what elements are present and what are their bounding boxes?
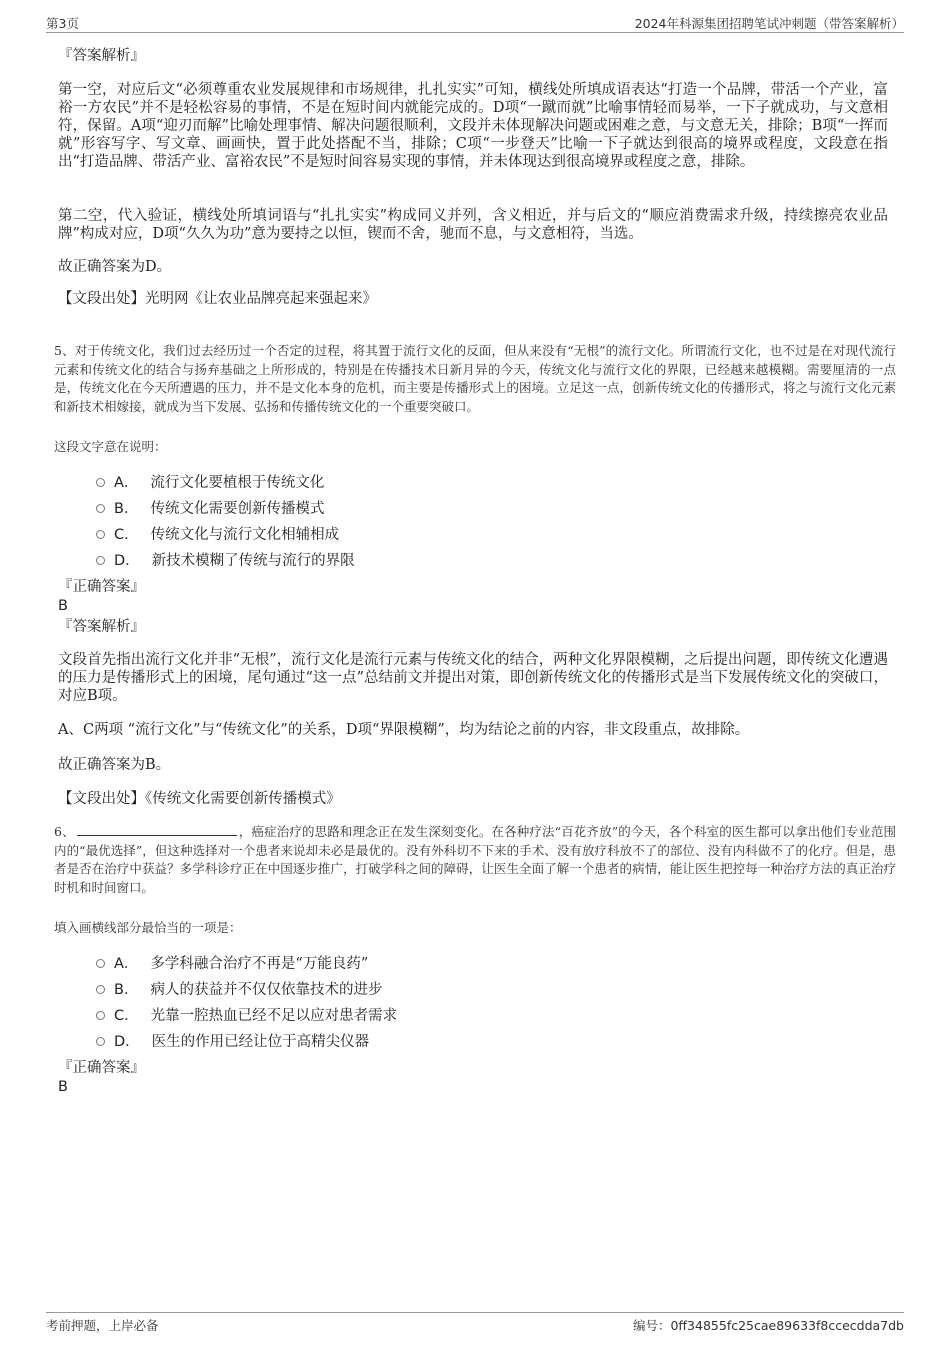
radio-button[interactable] [96, 478, 105, 487]
q4-analysis-label: 『答案解析』 [58, 48, 145, 64]
page-number: 第3页 [46, 16, 79, 31]
q6-option-b[interactable]: B． 病人的获益并不仅仅依靠技术的进步 [96, 975, 397, 1001]
radio-button[interactable] [96, 504, 105, 513]
q4-analysis-paragraph-2: 第二空，代入验证，横线处所填词语与“扎扎实实”构成同义并列，含义相近，并与后文的“顺应消费需求升级，持续擦亮农业品牌”构成对应，D项“久久为功”意为要持之以恒，锲而不舍，驰而不息，与文意相符，当选。 [58, 208, 888, 242]
q6-prompt: 填入画横线部分最恰当的一项是： [54, 920, 242, 935]
radio-button[interactable] [96, 556, 105, 565]
q5-option-a[interactable]: A． 流行文化要植根于传统文化 [96, 468, 355, 494]
q5-analysis-paragraph-1: 文段首先指出流行文化并非“无根”，流行文化是流行元素与传统文化的结合，两种文化界限模糊，之后提出问题，即传统文化遭遇的压力是传播形式上的困境，尾句通过“这一点”总结前文并提出对策，即创新传统文化的传播形式是当下发展传统文化的突破口，对应B项。 [58, 652, 888, 704]
q5-option-d[interactable]: D． 新技术模糊了传统与流行的界限 [96, 546, 355, 572]
q5-conclusion: 故正确答案为B。 [58, 757, 171, 773]
q4-conclusion: 故正确答案为D。 [58, 259, 172, 275]
q6-stem [54, 823, 896, 897]
q6-number: 6、 [54, 824, 75, 839]
page-footer [46, 1312, 904, 1333]
page-header [46, 14, 904, 33]
q5-option-c[interactable]: C． 传统文化与流行文化相辅相成 [96, 520, 355, 546]
document-id: 编号：0ff34855fc25cae89633f8ccecdda7db [632, 1318, 904, 1333]
q5-option-b[interactable]: B． 传统文化需要创新传播模式 [96, 494, 355, 520]
radio-button[interactable] [96, 530, 105, 539]
q5-source: 【文段出处】《传统文化需要创新传播模式》 [58, 791, 341, 807]
document-title: 2024年科源集团招聘笔试冲刺题（带答案解析） [634, 16, 904, 31]
footer-slogan: 考前押题，上岸必备 [46, 1318, 159, 1333]
radio-button[interactable] [96, 959, 105, 968]
q4-analysis-paragraph-1: 第一空，对应后文“必须尊重农业发展规律和市场规律，扎扎实实”可知，横线处所填成语表达“打造一个品牌，带活一个产业，富裕一方农民”并不是轻松容易的事情，不是在短时间内就能完成的。D项“一蹴而就”比喻事情轻而易举，一下子就成功，与文意相符，保留。A项“迎刃而解”比喻处理事情、解决问题很顺利，文段并未体现解决问题或困难之意，与文意无关，排除；B项“一挥而就”形容写字、写文章、画画快，置于此处搭配不当，排除；C项“一步登天”比喻一下子就达到很高的境界或程度，文段意在指出“打造品牌、带活产业、富裕农民”不是短时间容易实现的事情，并未体现达到很高境界或程度之意，排除。 [58, 82, 888, 170]
q5-prompt: 这段文字意在说明： [54, 439, 167, 454]
radio-button[interactable] [96, 985, 105, 994]
q6-option-d[interactable]: D． 医生的作用已经让位于高精尖仪器 [96, 1027, 397, 1053]
radio-button[interactable] [96, 1011, 105, 1020]
q4-source: 【文段出处】光明网《让农业品牌亮起来强起来》 [58, 291, 377, 307]
q6-option-a[interactable]: A． 多学科融合治疗不再是“万能良药” [96, 949, 397, 975]
q6-answer: B [58, 1079, 68, 1095]
radio-button[interactable] [96, 1037, 105, 1046]
q6-stem-text: ，癌症治疗的思路和理念正在发生深刻变化。在各种疗法“百花齐放”的今天，各个科室的医生都可以拿出他们专业范围内的“最优选择”，但这种选择对一个患者来说却未必是最优的。没有外科切不下来的手术、没有放疗科放不了的部位、没有内科做不了的化疗。但是，患者是否在治疗中获益？多学科诊疗正在中国逐步推广，打破学科之间的障碍，让医生全面了解一个患者的病情，能让医生把控每一种治疗方法的真正治疗时机和时间窗口。 [54, 824, 896, 895]
q5-stem: 5、对于传统文化，我们过去经历过一个否定的过程，将其置于流行文化的反面，但从来没有“无根”的流行文化。所谓流行文化，也不过是在对现代流行元素和传统文化的结合与扬弃基础之上所形成的，特别是在传播技术日新月异的今天，传统文化与流行文化的界限，已经越来越模糊。需要厘清的一点是，传统文化在今天所遭遇的压力，并不是文化本身的危机，而主要是传播形式上的困境。立足这一点，创新传统文化的传播形式，将之与流行文化元素和新技术相嫁接，就成为当下发展、弘扬和传播传统文化的一个重要突破口。 [54, 343, 896, 414]
q6-options [96, 949, 397, 1053]
q6-option-c[interactable]: C． 光靠一腔热血已经不足以应对患者需求 [96, 1001, 397, 1027]
q5-options [96, 468, 355, 572]
q5-analysis-paragraph-2: A、C两项 “流行文化”与“传统文化”的关系，D项“界限模糊”，均为结论之前的内容，非文段重点，故排除。 [58, 722, 750, 738]
q5-analysis-label: 『答案解析』 [58, 619, 145, 635]
q5-answer: B [58, 598, 68, 614]
fill-in-blank [77, 823, 237, 836]
q6-answer-label: 『正确答案』 [58, 1060, 145, 1076]
q5-answer-label: 『正确答案』 [58, 579, 145, 595]
